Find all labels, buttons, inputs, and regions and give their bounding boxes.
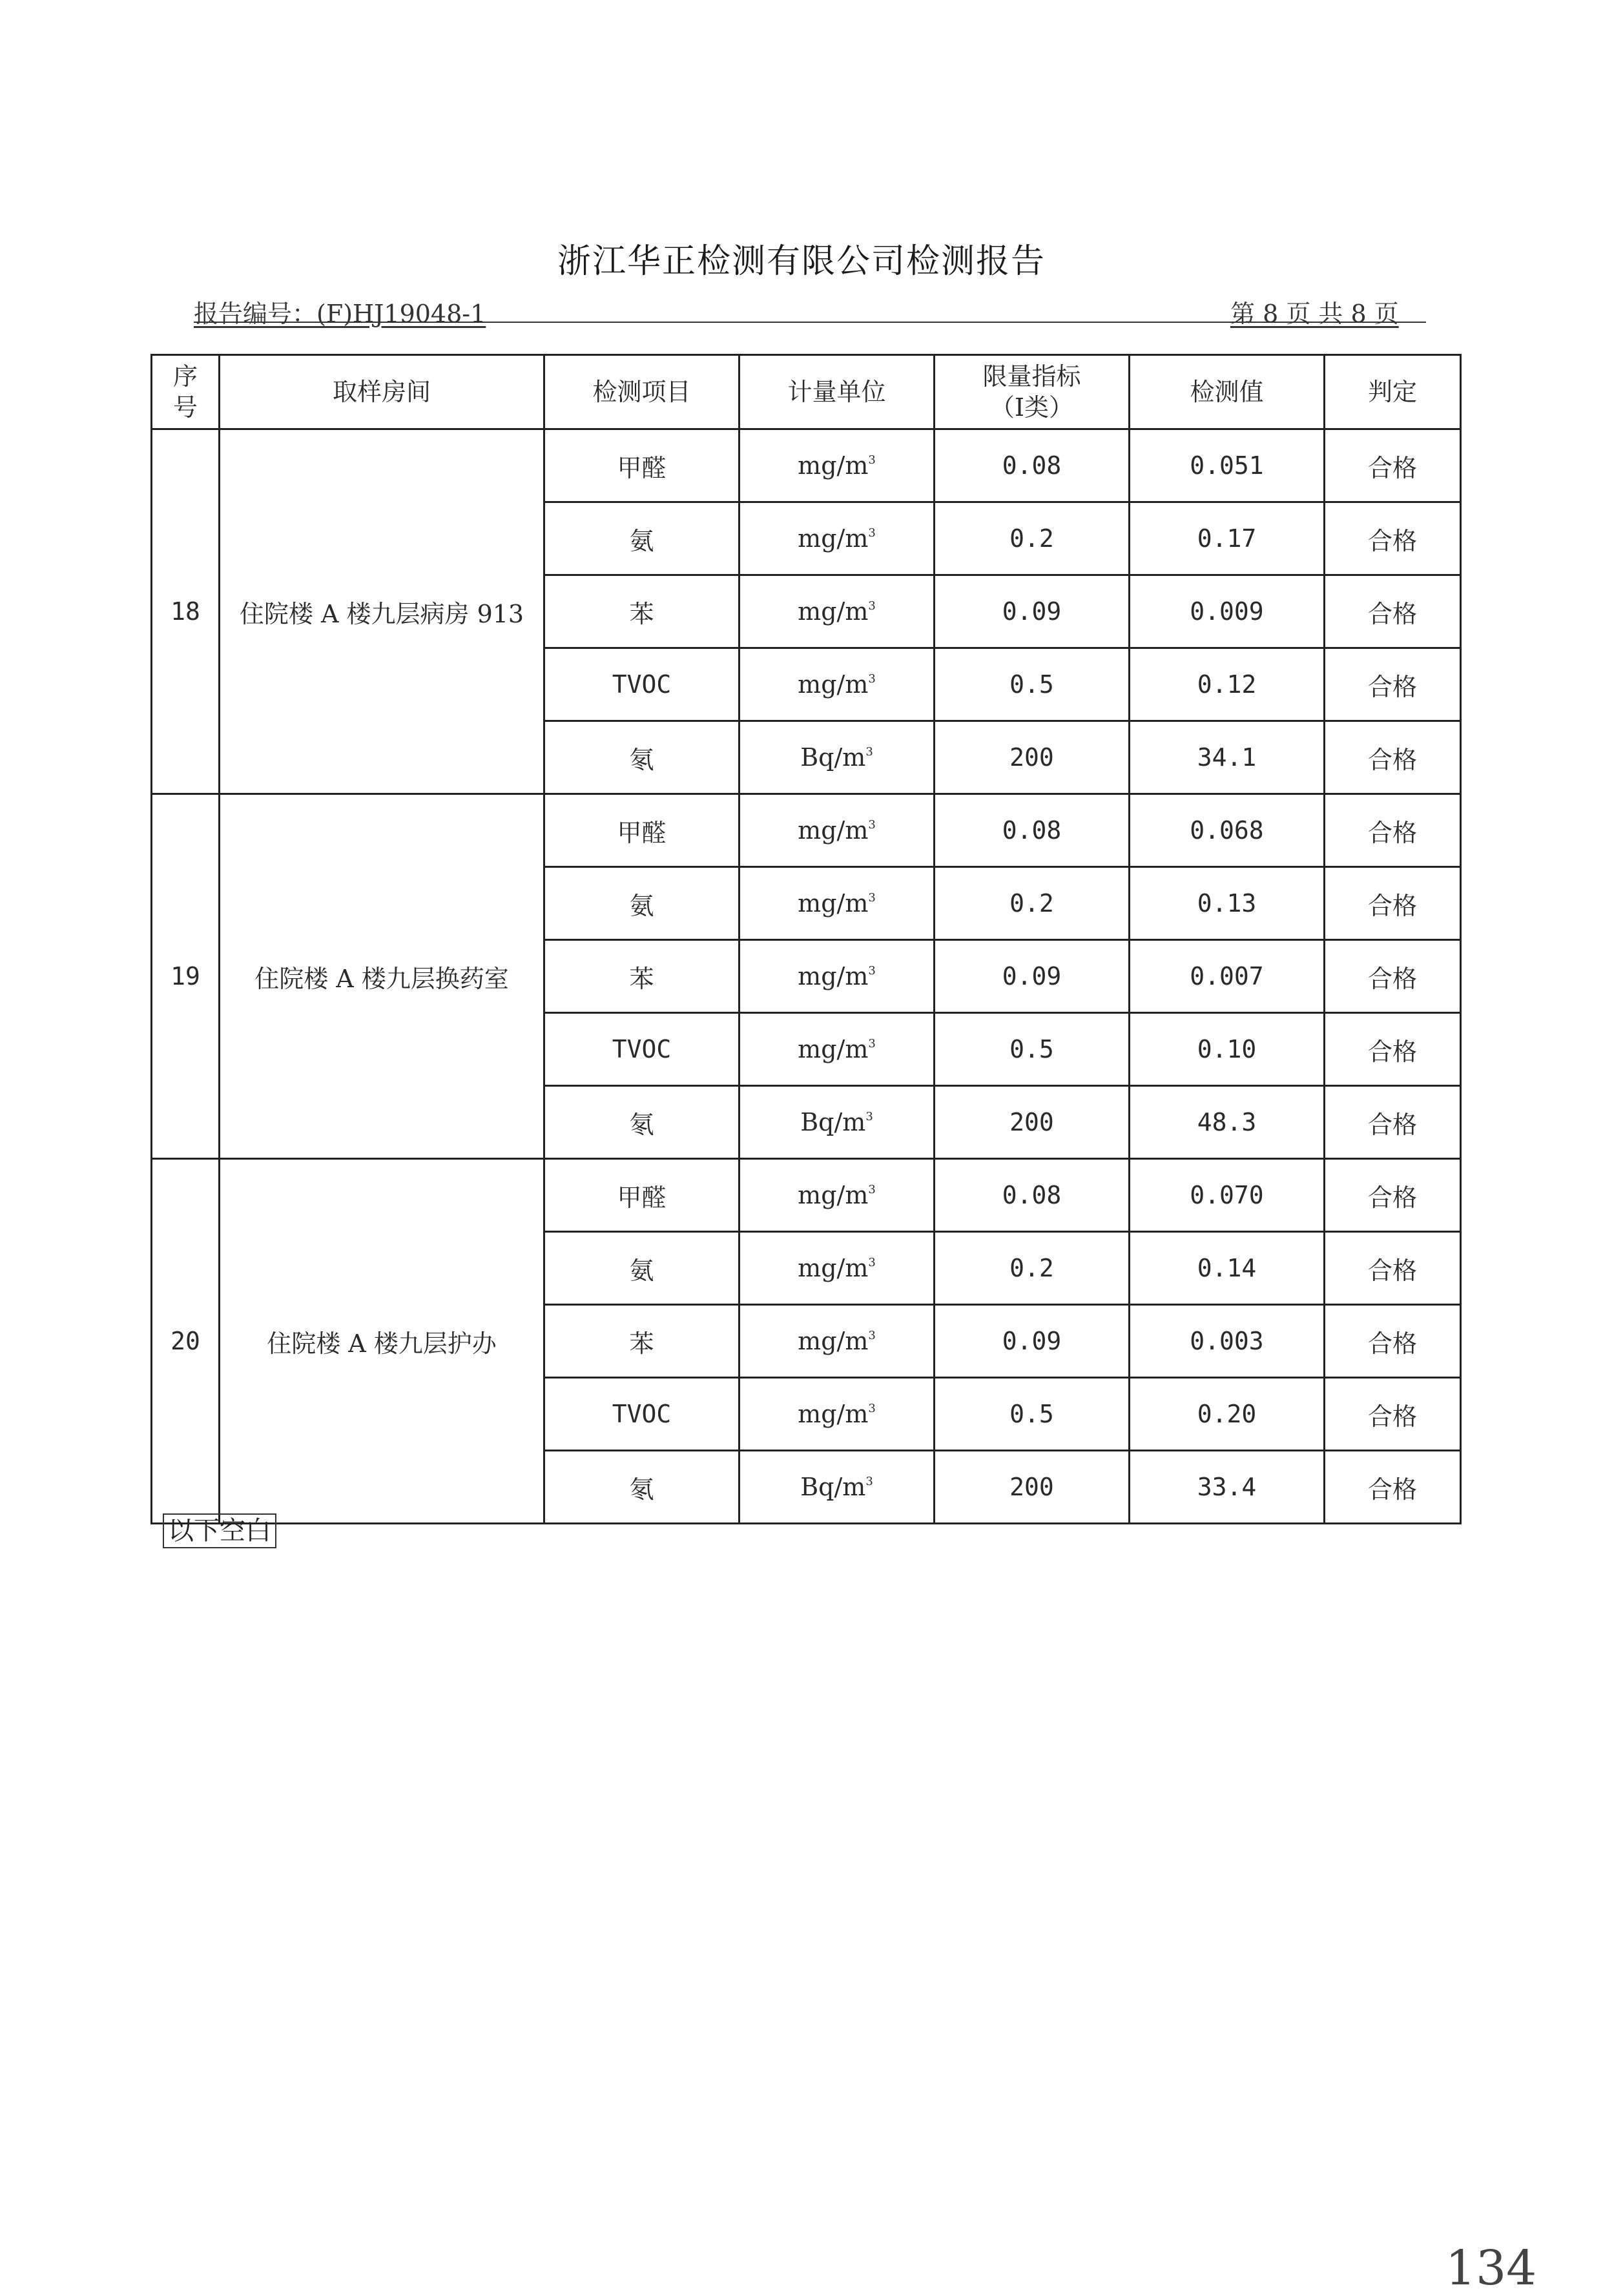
cell-unit [739, 940, 935, 1013]
unit-text: mg/m [798, 597, 869, 626]
unit-text: mg/m [798, 1400, 869, 1428]
cell-item: 甲醛 [544, 794, 739, 867]
cell-limit: 0.5 [935, 1013, 1130, 1086]
header-rule [194, 322, 1426, 323]
unit-superscript: 3 [868, 1183, 876, 1196]
unit-superscript: 3 [865, 745, 873, 759]
cell-item: 氨 [544, 502, 739, 575]
unit-superscript: 3 [865, 1475, 873, 1488]
cell-unit [739, 721, 935, 794]
cell-judge: 合格 [1325, 867, 1461, 940]
cell-seq: 18 [152, 429, 220, 794]
cell-judge: 合格 [1325, 1159, 1461, 1232]
table-body [152, 429, 1461, 1524]
cell-item: 甲醛 [544, 1159, 739, 1232]
cell-value: 0.051 [1130, 429, 1325, 502]
header-limit [935, 355, 1130, 429]
results-table [150, 354, 1462, 1524]
unit-text: mg/m [798, 1254, 869, 1282]
header-limit-line2: （Ⅰ类） [989, 393, 1073, 422]
header-seq-line1: 序 [172, 362, 198, 391]
unit-superscript: 3 [868, 453, 876, 467]
unit-text: mg/m [798, 816, 869, 845]
cell-room: 住院楼 A 楼九层护办 [220, 1159, 544, 1524]
cell-judge: 合格 [1325, 1086, 1461, 1159]
cell-item: 氡 [544, 721, 739, 794]
cell-judge: 合格 [1325, 1451, 1461, 1524]
unit-text: Bq/m [800, 743, 866, 772]
unit-text: mg/m [798, 1035, 869, 1063]
report-number: 报告编号：(F)HJ19048-1 [194, 300, 486, 328]
header-limit-line1: 限量指标 [982, 362, 1081, 391]
table-row [152, 429, 1461, 502]
cell-item: 苯 [544, 1305, 739, 1378]
unit-superscript: 3 [868, 672, 876, 686]
cell-value: 0.007 [1130, 940, 1325, 1013]
unit-text: mg/m [798, 524, 869, 553]
unit-text: mg/m [798, 889, 869, 917]
cell-limit: 0.08 [935, 794, 1130, 867]
cell-limit: 0.5 [935, 1378, 1130, 1451]
cell-unit [739, 502, 935, 575]
header-value: 检测值 [1130, 355, 1325, 429]
cell-unit [739, 1232, 935, 1305]
cell-limit: 0.09 [935, 1305, 1130, 1378]
blank-note: 以下空白 [163, 1513, 276, 1548]
unit-text: mg/m [798, 451, 869, 480]
cell-limit: 0.2 [935, 867, 1130, 940]
cell-value: 0.20 [1130, 1378, 1325, 1451]
cell-judge: 合格 [1325, 575, 1461, 648]
cell-value: 48.3 [1130, 1086, 1325, 1159]
cell-unit [739, 1305, 935, 1378]
cell-limit: 200 [935, 1086, 1130, 1159]
cell-unit [739, 1378, 935, 1451]
cell-judge: 合格 [1325, 940, 1461, 1013]
table-row [152, 794, 1461, 867]
cell-item: 甲醛 [544, 429, 739, 502]
unit-superscript: 3 [868, 1037, 876, 1051]
cell-unit [739, 1159, 935, 1232]
cell-unit [739, 648, 935, 721]
cell-judge: 合格 [1325, 429, 1461, 502]
cell-judge: 合格 [1325, 1305, 1461, 1378]
cell-item: TVOC [544, 1378, 739, 1451]
cell-seq: 20 [152, 1159, 220, 1524]
cell-room: 住院楼 A 楼九层换药室 [220, 794, 544, 1159]
unit-superscript: 3 [868, 599, 876, 613]
cell-judge: 合格 [1325, 1378, 1461, 1451]
cell-limit: 0.09 [935, 940, 1130, 1013]
header-room: 取样房间 [220, 355, 544, 429]
cell-unit [739, 1451, 935, 1524]
report-title: 浙江华正检测有限公司检测报告 [557, 242, 1046, 281]
cell-value: 34.1 [1130, 721, 1325, 794]
cell-judge: 合格 [1325, 1232, 1461, 1305]
cell-judge: 合格 [1325, 1013, 1461, 1086]
cell-limit: 200 [935, 721, 1130, 794]
header-item: 检测项目 [544, 355, 739, 429]
cell-value: 0.003 [1130, 1305, 1325, 1378]
handwritten-page-number: 134 [1445, 2240, 1537, 2296]
cell-item: TVOC [544, 1013, 739, 1086]
cell-unit [739, 1086, 935, 1159]
unit-text: mg/m [798, 962, 869, 990]
unit-text: Bq/m [800, 1108, 866, 1136]
page-info: 第 8 页 共 8 页 [1230, 300, 1399, 328]
cell-limit: 0.08 [935, 429, 1130, 502]
unit-text: mg/m [798, 1327, 869, 1355]
cell-item: 苯 [544, 940, 739, 1013]
cell-unit [739, 575, 935, 648]
table-row [152, 1159, 1461, 1232]
cell-value: 0.10 [1130, 1013, 1325, 1086]
cell-unit [739, 429, 935, 502]
cell-unit [739, 794, 935, 867]
cell-value: 0.009 [1130, 575, 1325, 648]
cell-item: 氨 [544, 867, 739, 940]
unit-superscript: 3 [868, 891, 876, 905]
unit-superscript: 3 [868, 818, 876, 832]
cell-item: 氡 [544, 1086, 739, 1159]
cell-room: 住院楼 A 楼九层病房 913 [220, 429, 544, 794]
cell-item: 氡 [544, 1451, 739, 1524]
cell-unit [739, 867, 935, 940]
header-unit: 计量单位 [739, 355, 935, 429]
cell-judge: 合格 [1325, 721, 1461, 794]
cell-judge: 合格 [1325, 648, 1461, 721]
unit-superscript: 3 [868, 1402, 876, 1415]
header-judge: 判定 [1325, 355, 1461, 429]
cell-value: 0.17 [1130, 502, 1325, 575]
unit-text: mg/m [798, 1181, 869, 1209]
cell-limit: 0.5 [935, 648, 1130, 721]
unit-superscript: 3 [868, 1329, 876, 1342]
unit-superscript: 3 [868, 964, 876, 978]
cell-limit: 0.08 [935, 1159, 1130, 1232]
cell-value: 0.12 [1130, 648, 1325, 721]
cell-limit: 0.2 [935, 502, 1130, 575]
cell-value: 0.068 [1130, 794, 1325, 867]
cell-value: 0.070 [1130, 1159, 1325, 1232]
header-seq [152, 355, 220, 429]
cell-item: TVOC [544, 648, 739, 721]
unit-superscript: 3 [865, 1110, 873, 1123]
unit-text: Bq/m [800, 1473, 866, 1501]
cell-unit [739, 1013, 935, 1086]
cell-item: 苯 [544, 575, 739, 648]
cell-judge: 合格 [1325, 502, 1461, 575]
unit-superscript: 3 [868, 526, 876, 540]
cell-value: 0.13 [1130, 867, 1325, 940]
cell-limit: 200 [935, 1451, 1130, 1524]
unit-text: mg/m [798, 670, 869, 699]
unit-superscript: 3 [868, 1256, 876, 1269]
cell-item: 氨 [544, 1232, 739, 1305]
cell-judge: 合格 [1325, 794, 1461, 867]
cell-limit: 0.09 [935, 575, 1130, 648]
cell-value: 0.14 [1130, 1232, 1325, 1305]
table-header [152, 355, 1461, 429]
cell-seq: 19 [152, 794, 220, 1159]
header-seq-line2: 号 [172, 393, 198, 422]
cell-value: 33.4 [1130, 1451, 1325, 1524]
cell-limit: 0.2 [935, 1232, 1130, 1305]
